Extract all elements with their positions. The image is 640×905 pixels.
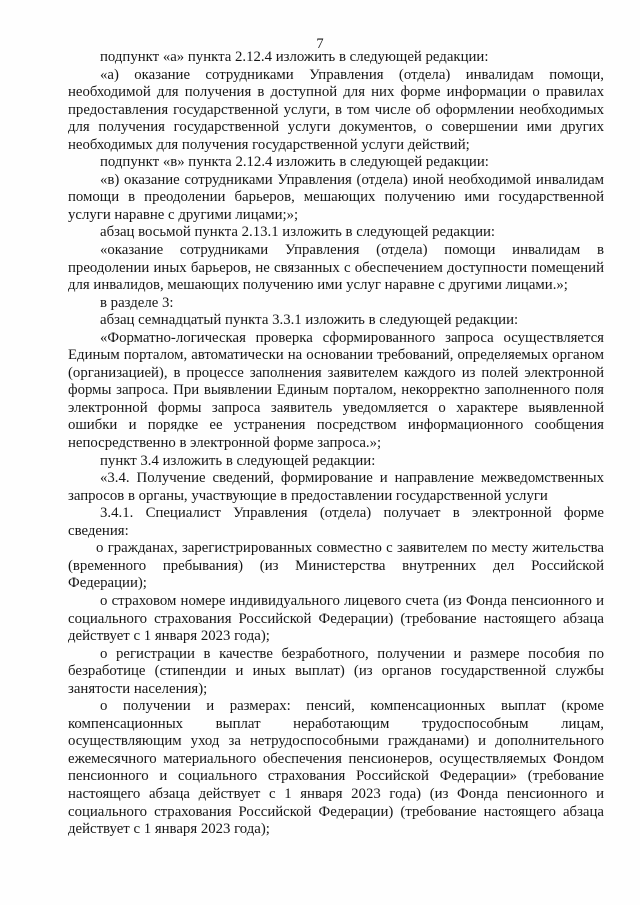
paragraph: о гражданах, зарегистрированных совместно с заявителем по месту жительства (временного пребывания) (из Министерства внутренних дел Российской Федерации);	[68, 540, 604, 592]
paragraph: пункт 3.4 изложить в следующей редакции:	[100, 452, 376, 469]
paragraph: в разделе 3:	[100, 294, 174, 311]
paragraph: абзац восьмой пункта 2.13.1 изложить в следующей редакции:	[100, 224, 496, 241]
paragraph: о страховом номере индивидуального лицевого счета (из Фонда пенсионного и социального страхования Российской Федерации) (требование настоящего абзаца действует с 1 января 2023 года);	[68, 592, 604, 645]
document-body	[68, 49, 604, 839]
paragraph: 3.4.1. Специалист Управления (отдела) получает в электронной форме сведения:	[68, 505, 604, 539]
paragraph: абзац семнадцатый пункта 3.3.1 изложить в следующей редакции:	[100, 312, 519, 329]
paragraph: подпункт «а» пункта 2.12.4 изложить в следующей редакции:	[100, 49, 489, 65]
page-number: 7	[316, 36, 324, 52]
paragraph: о регистрации в качестве безработного, получении и размере пособия по безработице (стипендии и иных выплат) (из органов государственной службы занятости населения);	[68, 645, 604, 697]
paragraph: о получении и размерах: пенсий, компенсационных выплат (кроме компенсационных выплат неработающим трудоспособным лицам, осуществляющим уход за нетрудоспособными гражданами) и дополнительного ежемесячного материального обеспечения пенсионеров, осуществляемых Фондом пенсионного и социального страхования Российской Федерации» (требование настоящего абзаца действует с 1 января 2023 года) (из Фонда пенсионного и социального страхования Российской Федерации) (требование настоящего абзаца действует с 1 января 2023 года);	[68, 698, 604, 838]
paragraph: «Форматно-логическая проверка сформированного запроса осуществляется Единым порталом, автоматически на основании требований, определяемых органом (организацией), в процессе заполнения заявителем каждого из полей электронной формы запроса. При выявлении Единым порталом, некорректно заполненного поля электронной формы запроса заявитель уведомляется о характере выявленной ошибки и порядке ее устранения посредством информационного сообщения непосредственно в электронной форме запроса.»;	[68, 329, 604, 452]
paragraph: «3.4. Получение сведений, формирование и направление межведомственных запросов в органы, участвующие в предоставлении государственной услуги	[68, 470, 604, 504]
paragraph: «а) оказание сотрудниками Управления (отдела) инвалидам помощи, необходимой для получения в доступной для них форме информации о правилах предоставления государственной услуги, в том числе об оформлении необходимых для получения государственной услуги документов, о совершении ими других необходимых для получения государственной услуги действий;	[68, 66, 604, 153]
paragraph: «в) оказание сотрудниками Управления (отдела) иной необходимой инвалидам помощи в преодолении барьеров, мешающих получению ими государственной услуги наравне с другими лицами;»;	[68, 171, 604, 223]
paragraph: подпункт «в» пункта 2.12.4 изложить в следующей редакции:	[100, 154, 489, 171]
paragraph: «оказание сотрудниками Управления (отдела) помощи инвалидам в преодолении иных барьеров, не связанных с обеспечением доступности помещений для инвалидов, мешающих получению ими услуг наравне с другими лицами.»;	[68, 242, 604, 294]
